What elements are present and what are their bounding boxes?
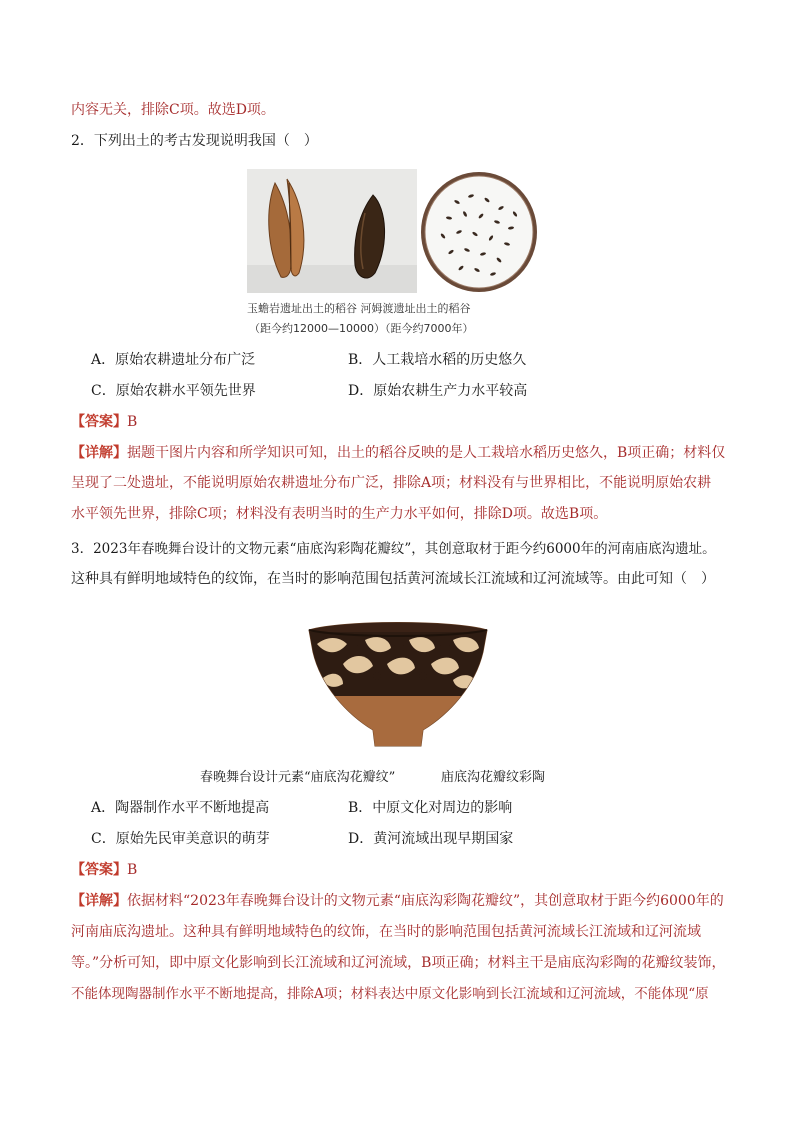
q3-detail-line-3: 等。”分析可知，即中原文化影响到长江流域和辽河流域，B项正确；材料主干是庙底沟彩陶的花瓣纹装饰， bbox=[71, 955, 726, 971]
rice-grains-photo bbox=[247, 169, 417, 293]
q2-detail-line-2: 呈现了二处遗址，不能说明原始农耕遗址分布广泛，排除A项；材料没有与世界相比，不能说明原始农耕 bbox=[71, 475, 712, 491]
q3-answer bbox=[71, 859, 731, 881]
q3-detail-line-1: 【详解】依据材料“2023年春晚舞台设计的文物元素“庙底沟彩陶花瓣纹”，其创意取材于距今约6000年的 bbox=[71, 893, 724, 909]
answer-tag: 【答案】 bbox=[71, 862, 127, 878]
q2-option-c[interactable]: C．原始农耕水平领先世界 bbox=[91, 383, 256, 399]
pottery-caption-right: 庙底沟花瓣纹彩陶 bbox=[441, 770, 546, 785]
rice-photo-caption-line-2: （距今约12000—10000）（距今约7000年） bbox=[249, 322, 474, 335]
q3-detail-line-2: 河南庙底沟遗址。这种具有鲜明地域特色的纹饰，在当时的影响范围包括黄河流域长江流域和辽河流域 bbox=[71, 924, 701, 940]
q3-option-c[interactable]: C．原始先民审美意识的萌芽 bbox=[91, 831, 270, 847]
pottery-caption-left: 春晚舞台设计元素“庙底沟花瓣纹” bbox=[200, 770, 396, 785]
question-3-stem-line-2: 这种具有鲜明地域特色的纹饰，在当时的影响范围包括黄河流域长江流域和辽河流域等。由此可知（ ） bbox=[71, 571, 715, 587]
answer-value: B bbox=[127, 862, 138, 878]
q2-detail-line-1: 【详解】据题干图片内容和所学知识可知，出土的稻谷反映的是人工栽培水稻历史悠久，B项正确；材料仅 bbox=[71, 445, 726, 461]
hemudu-rice-dish-photo bbox=[419, 170, 539, 294]
answer-tag: 【答案】 bbox=[71, 414, 127, 430]
q3-option-a[interactable]: A．陶器制作水平不断地提高 bbox=[91, 800, 270, 816]
detail-tag: 【详解】 bbox=[71, 445, 127, 461]
rice-photo-caption-line-1: 玉蟾岩遗址出土的稻谷 河姆渡遗址出土的稻谷 bbox=[247, 302, 471, 315]
q2-detail-line-3: 水平领先世界，排除C项；材料没有表明当时的生产力水平如何，排除D项。故选B项。 bbox=[71, 506, 608, 522]
question-3-stem-line-1: 3．2023年春晚舞台设计的文物元素“庙底沟彩陶花瓣纹”，其创意取材于距今约6000年的河南庙底沟遗址。 bbox=[71, 541, 716, 557]
miaodigou-painted-pottery-photo bbox=[303, 612, 493, 754]
answer-value: B bbox=[127, 414, 138, 430]
question-2-stem: 2．下列出土的考古发现说明我国（ ） bbox=[71, 133, 318, 149]
q3-option-d[interactable]: D．黄河流域出现早期国家 bbox=[348, 831, 514, 847]
q2-option-a[interactable]: A．原始农耕遗址分布广泛 bbox=[91, 352, 256, 368]
q2-option-b[interactable]: B．人工栽培水稻的历史悠久 bbox=[348, 352, 527, 368]
previous-explanation-ending: 内容无关，排除C项。故选D项。 bbox=[71, 102, 275, 118]
q2-answer bbox=[71, 411, 731, 433]
q2-option-d[interactable]: D．原始农耕生产力水平较高 bbox=[348, 383, 528, 399]
q3-option-b[interactable]: B．中原文化对周边的影响 bbox=[348, 800, 513, 816]
detail-tag: 【详解】 bbox=[71, 893, 127, 909]
q3-detail-line-4: 不能体现陶器制作水平不断地提高，排除A项；材料表达中原文化影响到长江流域和辽河流域，不能体现“原 bbox=[71, 986, 709, 1002]
